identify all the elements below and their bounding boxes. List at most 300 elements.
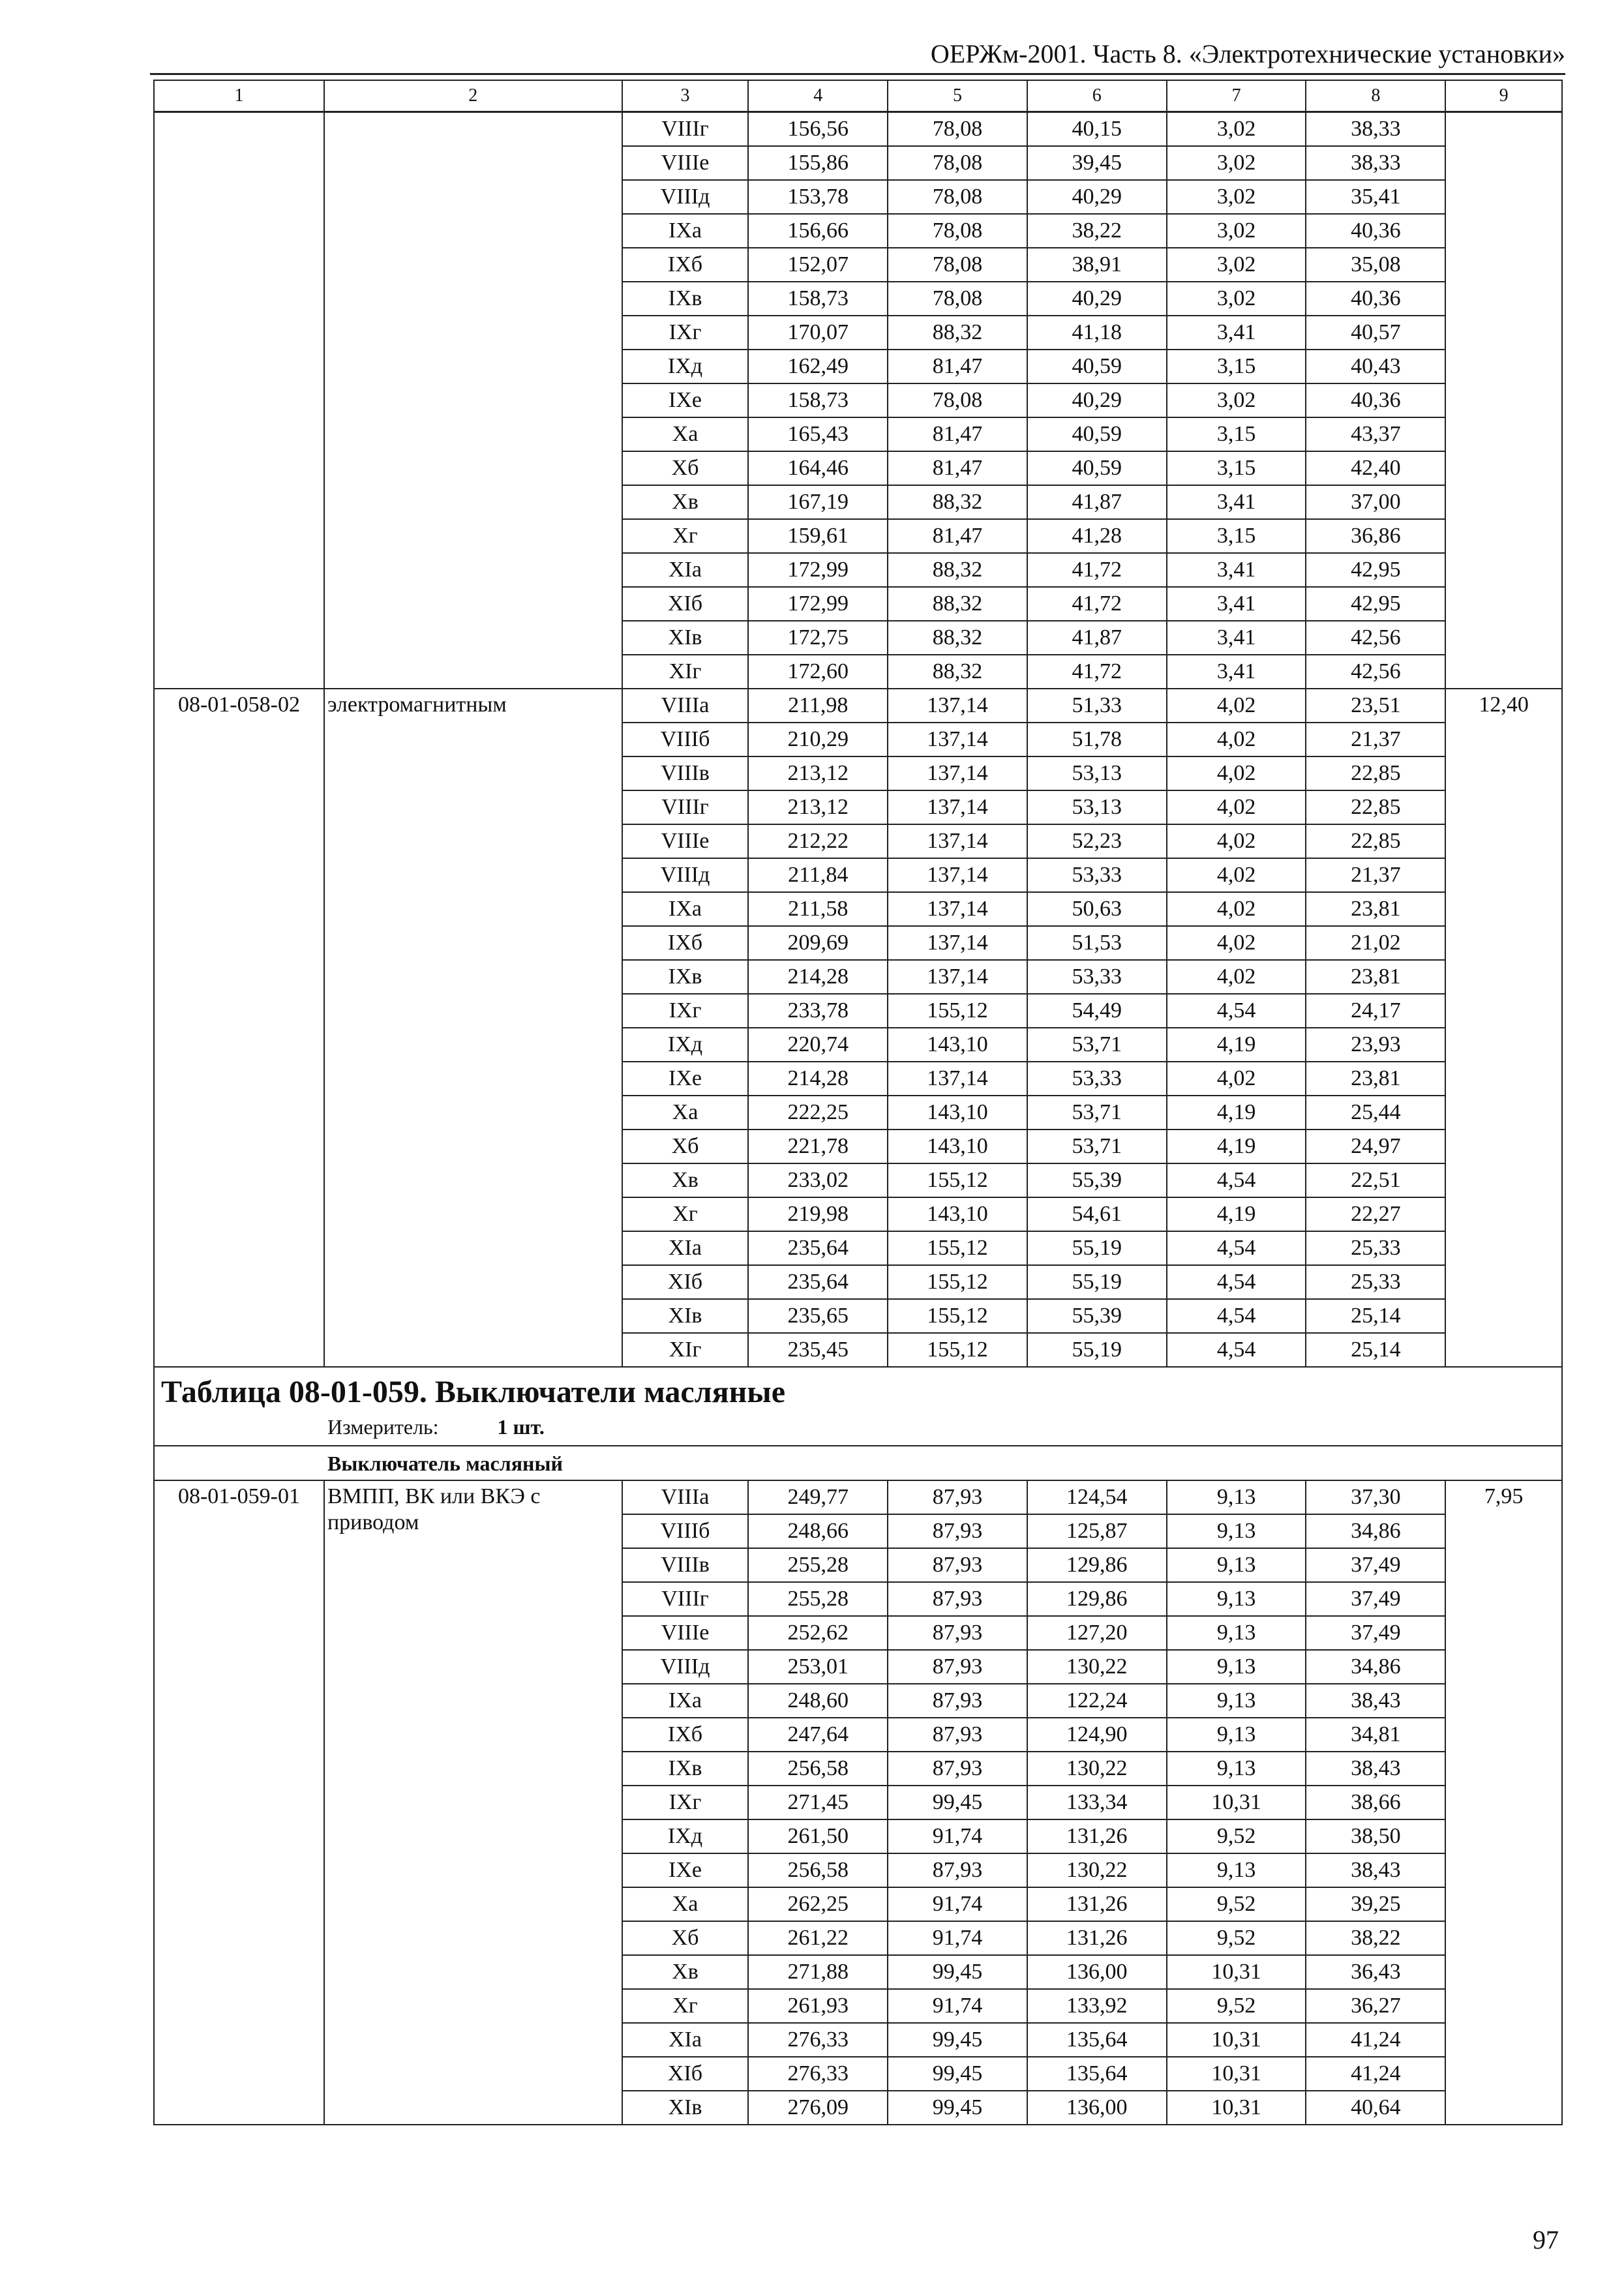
value-cell: 38,91: [1027, 248, 1167, 282]
value-cell: 9,13: [1167, 1514, 1306, 1548]
value-cell: 91,74: [888, 1819, 1027, 1853]
value-cell: 88,32: [888, 587, 1027, 621]
value-cell: 53,13: [1027, 790, 1167, 824]
value-cell: 9,13: [1167, 1853, 1306, 1887]
value-cell: 211,98: [748, 689, 888, 723]
value-cell: 22,85: [1306, 824, 1445, 858]
value-cell: 137,14: [888, 960, 1027, 994]
value-cell: 219,98: [748, 1197, 888, 1231]
value-cell: 247,64: [748, 1718, 888, 1752]
value-cell: 41,24: [1306, 2023, 1445, 2057]
value-cell: 124,54: [1027, 1480, 1167, 1514]
value-cell: 24,97: [1306, 1130, 1445, 1163]
value-cell: 164,46: [748, 451, 888, 485]
region-cell: Xа: [622, 1887, 749, 1921]
value-cell: 130,22: [1027, 1650, 1167, 1684]
value-cell: 25,44: [1306, 1096, 1445, 1130]
value-cell: 99,45: [888, 2023, 1027, 2057]
header-rule: [150, 73, 1565, 75]
region-cell: IXе: [622, 1853, 749, 1887]
section-title: Таблица 08-01-059. Выключатели масляные: [161, 1374, 786, 1409]
value-cell: 276,33: [748, 2057, 888, 2091]
value-cell: 4,02: [1167, 824, 1306, 858]
value-cell: 155,12: [888, 1265, 1027, 1299]
value-cell: 23,93: [1306, 1028, 1445, 1062]
value-cell: 131,26: [1027, 1887, 1167, 1921]
value-cell: 248,60: [748, 1684, 888, 1718]
value-cell: 36,43: [1306, 1955, 1445, 1989]
value-cell: 87,93: [888, 1718, 1027, 1752]
region-cell: IXв: [622, 282, 749, 316]
value-cell: 21,37: [1306, 858, 1445, 892]
region-cell: IXг: [622, 994, 749, 1028]
value-cell: 155,12: [888, 1299, 1027, 1333]
value-cell: 38,22: [1306, 1921, 1445, 1955]
value-cell: 37,49: [1306, 1616, 1445, 1650]
value-cell: 55,19: [1027, 1231, 1167, 1265]
unit-line: [161, 1413, 1555, 1441]
region-cell: VIIIг: [622, 790, 749, 824]
value-cell: 3,15: [1167, 350, 1306, 383]
value-cell: 162,49: [748, 350, 888, 383]
value-cell: 3,15: [1167, 451, 1306, 485]
value-cell: 131,26: [1027, 1819, 1167, 1853]
value-cell: 211,58: [748, 892, 888, 926]
value-cell: 99,45: [888, 1955, 1027, 1989]
value-cell: 127,20: [1027, 1616, 1167, 1650]
region-cell: XIб: [622, 587, 749, 621]
value-cell: 133,92: [1027, 1989, 1167, 2023]
value-cell: 4,02: [1167, 790, 1306, 824]
table-row: [154, 112, 1562, 147]
value-cell: 220,74: [748, 1028, 888, 1062]
value-cell: 40,59: [1027, 350, 1167, 383]
value-cell: 155,86: [748, 146, 888, 180]
value-cell: 137,14: [888, 790, 1027, 824]
value-cell: 40,59: [1027, 451, 1167, 485]
region-cell: XIг: [622, 655, 749, 689]
region-cell: XIа: [622, 1231, 749, 1265]
value-cell: 210,29: [748, 723, 888, 756]
value-cell: 262,25: [748, 1887, 888, 1921]
value-cell: 54,49: [1027, 994, 1167, 1028]
value-cell: 4,02: [1167, 689, 1306, 723]
value-cell: 55,19: [1027, 1265, 1167, 1299]
value-cell: 21,02: [1306, 926, 1445, 960]
group-header-row: [154, 1446, 1562, 1480]
value-cell: 78,08: [888, 180, 1027, 214]
value-cell: 9,52: [1167, 1887, 1306, 1921]
value-cell: 88,32: [888, 485, 1027, 519]
region-cell: IXд: [622, 1028, 749, 1062]
region-cell: VIIIд: [622, 858, 749, 892]
value-cell: 87,93: [888, 1582, 1027, 1616]
value-cell: 249,77: [748, 1480, 888, 1514]
value-cell: 23,81: [1306, 960, 1445, 994]
column-number: 4: [748, 80, 888, 112]
value-cell: 40,36: [1306, 383, 1445, 417]
value-cell: 4,54: [1167, 1333, 1306, 1367]
region-cell: XIг: [622, 1333, 749, 1367]
value-cell: 40,36: [1306, 214, 1445, 248]
value-cell: 213,12: [748, 756, 888, 790]
value-cell: 276,09: [748, 2091, 888, 2125]
value-cell: 38,50: [1306, 1819, 1445, 1853]
value-cell: 252,62: [748, 1616, 888, 1650]
value-cell: 143,10: [888, 1130, 1027, 1163]
value-cell: 4,02: [1167, 892, 1306, 926]
region-cell: VIIIв: [622, 756, 749, 790]
value-cell: 53,33: [1027, 960, 1167, 994]
page-header: ОЕРЖм-2001. Часть 8. «Электротехнические установки»: [930, 39, 1565, 68]
value-cell: 41,87: [1027, 621, 1167, 655]
rates-table: [153, 80, 1563, 2125]
value-cell: 155,12: [888, 994, 1027, 1028]
region-cell: IXа: [622, 214, 749, 248]
region-cell: IXд: [622, 350, 749, 383]
value-cell: 38,33: [1306, 146, 1445, 180]
value-cell: 52,23: [1027, 824, 1167, 858]
table-row: [154, 1480, 1562, 1514]
value-cell: 131,26: [1027, 1921, 1167, 1955]
column-number: 1: [154, 80, 324, 112]
value-cell: 54,61: [1027, 1197, 1167, 1231]
value-cell: 40,29: [1027, 282, 1167, 316]
region-cell: XIв: [622, 1299, 749, 1333]
region-cell: VIIIе: [622, 824, 749, 858]
rate-code-cell: [154, 112, 324, 689]
value-cell: 39,25: [1306, 1887, 1445, 1921]
value-cell: 3,41: [1167, 655, 1306, 689]
region-cell: VIIIб: [622, 723, 749, 756]
value-cell: 37,30: [1306, 1480, 1445, 1514]
value-cell: 172,75: [748, 621, 888, 655]
value-cell: 9,13: [1167, 1718, 1306, 1752]
value-cell: 153,78: [748, 180, 888, 214]
value-cell: 87,93: [888, 1650, 1027, 1684]
value-cell: 38,43: [1306, 1684, 1445, 1718]
value-cell: 271,45: [748, 1786, 888, 1819]
value-cell: 137,14: [888, 858, 1027, 892]
value-cell: 137,14: [888, 689, 1027, 723]
value-cell: 214,28: [748, 1062, 888, 1096]
value-cell: 51,78: [1027, 723, 1167, 756]
value-cell: 158,73: [748, 282, 888, 316]
price-cell: 7,95: [1445, 1480, 1562, 2125]
value-cell: 88,32: [888, 655, 1027, 689]
value-cell: 135,64: [1027, 2023, 1167, 2057]
region-cell: VIIIг: [622, 112, 749, 147]
value-cell: 42,56: [1306, 621, 1445, 655]
value-cell: 233,78: [748, 994, 888, 1028]
value-cell: 261,93: [748, 1989, 888, 2023]
column-number: 2: [324, 80, 622, 112]
value-cell: 3,02: [1167, 282, 1306, 316]
value-cell: 41,72: [1027, 553, 1167, 587]
value-cell: 53,71: [1027, 1028, 1167, 1062]
value-cell: 81,47: [888, 350, 1027, 383]
value-cell: 88,32: [888, 621, 1027, 655]
value-cell: 87,93: [888, 1752, 1027, 1786]
value-cell: 222,25: [748, 1096, 888, 1130]
value-cell: 135,64: [1027, 2057, 1167, 2091]
value-cell: 124,90: [1027, 1718, 1167, 1752]
price-cell: [1445, 112, 1562, 689]
value-cell: 34,86: [1306, 1650, 1445, 1684]
value-cell: 9,13: [1167, 1480, 1306, 1514]
value-cell: 10,31: [1167, 2023, 1306, 2057]
value-cell: 51,53: [1027, 926, 1167, 960]
value-cell: 3,02: [1167, 146, 1306, 180]
value-cell: 87,93: [888, 1514, 1027, 1548]
region-cell: Xа: [622, 417, 749, 451]
value-cell: 4,54: [1167, 1299, 1306, 1333]
value-cell: 255,28: [748, 1582, 888, 1616]
region-cell: XIа: [622, 553, 749, 587]
region-cell: XIб: [622, 2057, 749, 2091]
value-cell: 91,74: [888, 1989, 1027, 2023]
region-cell: Xв: [622, 1163, 749, 1197]
value-cell: 9,13: [1167, 1582, 1306, 1616]
value-cell: 87,93: [888, 1480, 1027, 1514]
value-cell: 212,22: [748, 824, 888, 858]
value-cell: 99,45: [888, 1786, 1027, 1819]
value-cell: 122,24: [1027, 1684, 1167, 1718]
value-cell: 91,74: [888, 1887, 1027, 1921]
value-cell: 125,87: [1027, 1514, 1167, 1548]
region-cell: VIIIд: [622, 180, 749, 214]
value-cell: 50,63: [1027, 892, 1167, 926]
column-number: 5: [888, 80, 1027, 112]
column-number: 6: [1027, 80, 1167, 112]
value-cell: 9,13: [1167, 1684, 1306, 1718]
value-cell: 55,39: [1027, 1163, 1167, 1197]
value-cell: 143,10: [888, 1096, 1027, 1130]
region-cell: XIб: [622, 1265, 749, 1299]
value-cell: 35,41: [1306, 180, 1445, 214]
region-cell: IXб: [622, 1718, 749, 1752]
value-cell: 87,93: [888, 1853, 1027, 1887]
value-cell: 81,47: [888, 417, 1027, 451]
value-cell: 22,85: [1306, 790, 1445, 824]
value-cell: 38,43: [1306, 1752, 1445, 1786]
value-cell: 152,07: [748, 248, 888, 282]
value-cell: 23,81: [1306, 892, 1445, 926]
value-cell: 3,41: [1167, 316, 1306, 350]
column-number-row: [154, 80, 1562, 112]
value-cell: 99,45: [888, 2091, 1027, 2125]
value-cell: 261,22: [748, 1921, 888, 1955]
value-cell: 53,71: [1027, 1130, 1167, 1163]
value-cell: 22,51: [1306, 1163, 1445, 1197]
value-cell: 235,65: [748, 1299, 888, 1333]
value-cell: 36,86: [1306, 519, 1445, 553]
value-cell: 37,49: [1306, 1582, 1445, 1616]
value-cell: 167,19: [748, 485, 888, 519]
value-cell: 3,02: [1167, 180, 1306, 214]
value-cell: 248,66: [748, 1514, 888, 1548]
region-cell: Xб: [622, 451, 749, 485]
region-cell: VIIIг: [622, 1582, 749, 1616]
value-cell: 9,52: [1167, 1989, 1306, 2023]
value-cell: 37,49: [1306, 1548, 1445, 1582]
value-cell: 35,08: [1306, 248, 1445, 282]
value-cell: 40,29: [1027, 180, 1167, 214]
value-cell: 40,43: [1306, 350, 1445, 383]
region-cell: IXв: [622, 960, 749, 994]
region-cell: IXд: [622, 1819, 749, 1853]
value-cell: 214,28: [748, 960, 888, 994]
value-cell: 233,02: [748, 1163, 888, 1197]
region-cell: Xа: [622, 1096, 749, 1130]
value-cell: 40,64: [1306, 2091, 1445, 2125]
value-cell: 25,33: [1306, 1231, 1445, 1265]
value-cell: 211,84: [748, 858, 888, 892]
region-cell: IXг: [622, 316, 749, 350]
value-cell: 41,18: [1027, 316, 1167, 350]
value-cell: 88,32: [888, 316, 1027, 350]
value-cell: 172,60: [748, 655, 888, 689]
value-cell: 261,50: [748, 1819, 888, 1853]
region-cell: VIIIа: [622, 689, 749, 723]
value-cell: 136,00: [1027, 2091, 1167, 2125]
region-cell: Xб: [622, 1921, 749, 1955]
region-cell: IXа: [622, 1684, 749, 1718]
region-cell: Xв: [622, 485, 749, 519]
value-cell: 55,39: [1027, 1299, 1167, 1333]
group-header: Выключатель масляный: [154, 1446, 1562, 1480]
section-cell: [154, 1367, 1562, 1446]
rate-description-cell: электромагнитным: [324, 689, 622, 1367]
value-cell: 24,17: [1306, 994, 1445, 1028]
value-cell: 137,14: [888, 723, 1027, 756]
value-cell: 78,08: [888, 282, 1027, 316]
value-cell: 158,73: [748, 383, 888, 417]
region-cell: IXе: [622, 1062, 749, 1096]
value-cell: 209,69: [748, 926, 888, 960]
region-cell: VIIIа: [622, 1480, 749, 1514]
value-cell: 37,00: [1306, 485, 1445, 519]
value-cell: 159,61: [748, 519, 888, 553]
region-cell: IXб: [622, 926, 749, 960]
region-cell: Xг: [622, 1989, 749, 2023]
value-cell: 23,51: [1306, 689, 1445, 723]
value-cell: 235,64: [748, 1265, 888, 1299]
value-cell: 4,02: [1167, 723, 1306, 756]
region-cell: IXб: [622, 248, 749, 282]
value-cell: 9,13: [1167, 1616, 1306, 1650]
value-cell: 235,45: [748, 1333, 888, 1367]
region-cell: VIIIб: [622, 1514, 749, 1548]
value-cell: 78,08: [888, 146, 1027, 180]
value-cell: 40,36: [1306, 282, 1445, 316]
value-cell: 40,29: [1027, 383, 1167, 417]
value-cell: 41,87: [1027, 485, 1167, 519]
value-cell: 256,58: [748, 1853, 888, 1887]
region-cell: Xг: [622, 519, 749, 553]
value-cell: 87,93: [888, 1548, 1027, 1582]
value-cell: 3,02: [1167, 214, 1306, 248]
value-cell: 276,33: [748, 2023, 888, 2057]
value-cell: 10,31: [1167, 2091, 1306, 2125]
value-cell: 130,22: [1027, 1853, 1167, 1887]
value-cell: 4,19: [1167, 1130, 1306, 1163]
value-cell: 25,14: [1306, 1299, 1445, 1333]
value-cell: 78,08: [888, 112, 1027, 147]
value-cell: 137,14: [888, 824, 1027, 858]
value-cell: 133,34: [1027, 1786, 1167, 1819]
value-cell: 4,54: [1167, 1231, 1306, 1265]
value-cell: 87,93: [888, 1684, 1027, 1718]
value-cell: 87,93: [888, 1616, 1027, 1650]
value-cell: 4,02: [1167, 1062, 1306, 1096]
value-cell: 4,02: [1167, 858, 1306, 892]
value-cell: 42,56: [1306, 655, 1445, 689]
value-cell: 9,13: [1167, 1650, 1306, 1684]
value-cell: 42,40: [1306, 451, 1445, 485]
value-cell: 170,07: [748, 316, 888, 350]
value-cell: 25,33: [1306, 1265, 1445, 1299]
value-cell: 91,74: [888, 1921, 1027, 1955]
value-cell: 235,64: [748, 1231, 888, 1265]
value-cell: 155,12: [888, 1231, 1027, 1265]
rate-description-cell: [324, 112, 622, 689]
value-cell: 21,37: [1306, 723, 1445, 756]
value-cell: 22,27: [1306, 1197, 1445, 1231]
value-cell: 38,22: [1027, 214, 1167, 248]
column-number: 9: [1445, 80, 1562, 112]
value-cell: 34,86: [1306, 1514, 1445, 1548]
value-cell: 130,22: [1027, 1752, 1167, 1786]
region-cell: IXе: [622, 383, 749, 417]
value-cell: 213,12: [748, 790, 888, 824]
value-cell: 10,31: [1167, 1786, 1306, 1819]
region-cell: IXа: [622, 892, 749, 926]
value-cell: 51,33: [1027, 689, 1167, 723]
value-cell: 137,14: [888, 926, 1027, 960]
value-cell: 4,19: [1167, 1197, 1306, 1231]
unit-value: 1 шт.: [497, 1414, 545, 1439]
value-cell: 53,71: [1027, 1096, 1167, 1130]
region-cell: IXг: [622, 1786, 749, 1819]
value-cell: 3,02: [1167, 248, 1306, 282]
value-cell: 38,33: [1306, 112, 1445, 147]
value-cell: 99,45: [888, 2057, 1027, 2091]
region-cell: VIIIе: [622, 146, 749, 180]
value-cell: 129,86: [1027, 1548, 1167, 1582]
unit-label: Измеритель:: [327, 1414, 439, 1439]
value-cell: 136,00: [1027, 1955, 1167, 1989]
column-number: 3: [622, 80, 749, 112]
value-cell: 137,14: [888, 1062, 1027, 1096]
value-cell: 88,32: [888, 553, 1027, 587]
value-cell: 165,43: [748, 417, 888, 451]
value-cell: 38,66: [1306, 1786, 1445, 1819]
value-cell: 78,08: [888, 248, 1027, 282]
value-cell: 156,56: [748, 112, 888, 147]
value-cell: 4,02: [1167, 926, 1306, 960]
value-cell: 81,47: [888, 519, 1027, 553]
value-cell: 172,99: [748, 553, 888, 587]
value-cell: 143,10: [888, 1028, 1027, 1062]
page-number: 97: [1533, 2225, 1559, 2254]
value-cell: 155,12: [888, 1163, 1027, 1197]
region-cell: Xв: [622, 1955, 749, 1989]
price-cell: 12,40: [1445, 689, 1562, 1367]
value-cell: 3,41: [1167, 621, 1306, 655]
value-cell: 41,24: [1306, 2057, 1445, 2091]
value-cell: 4,02: [1167, 756, 1306, 790]
